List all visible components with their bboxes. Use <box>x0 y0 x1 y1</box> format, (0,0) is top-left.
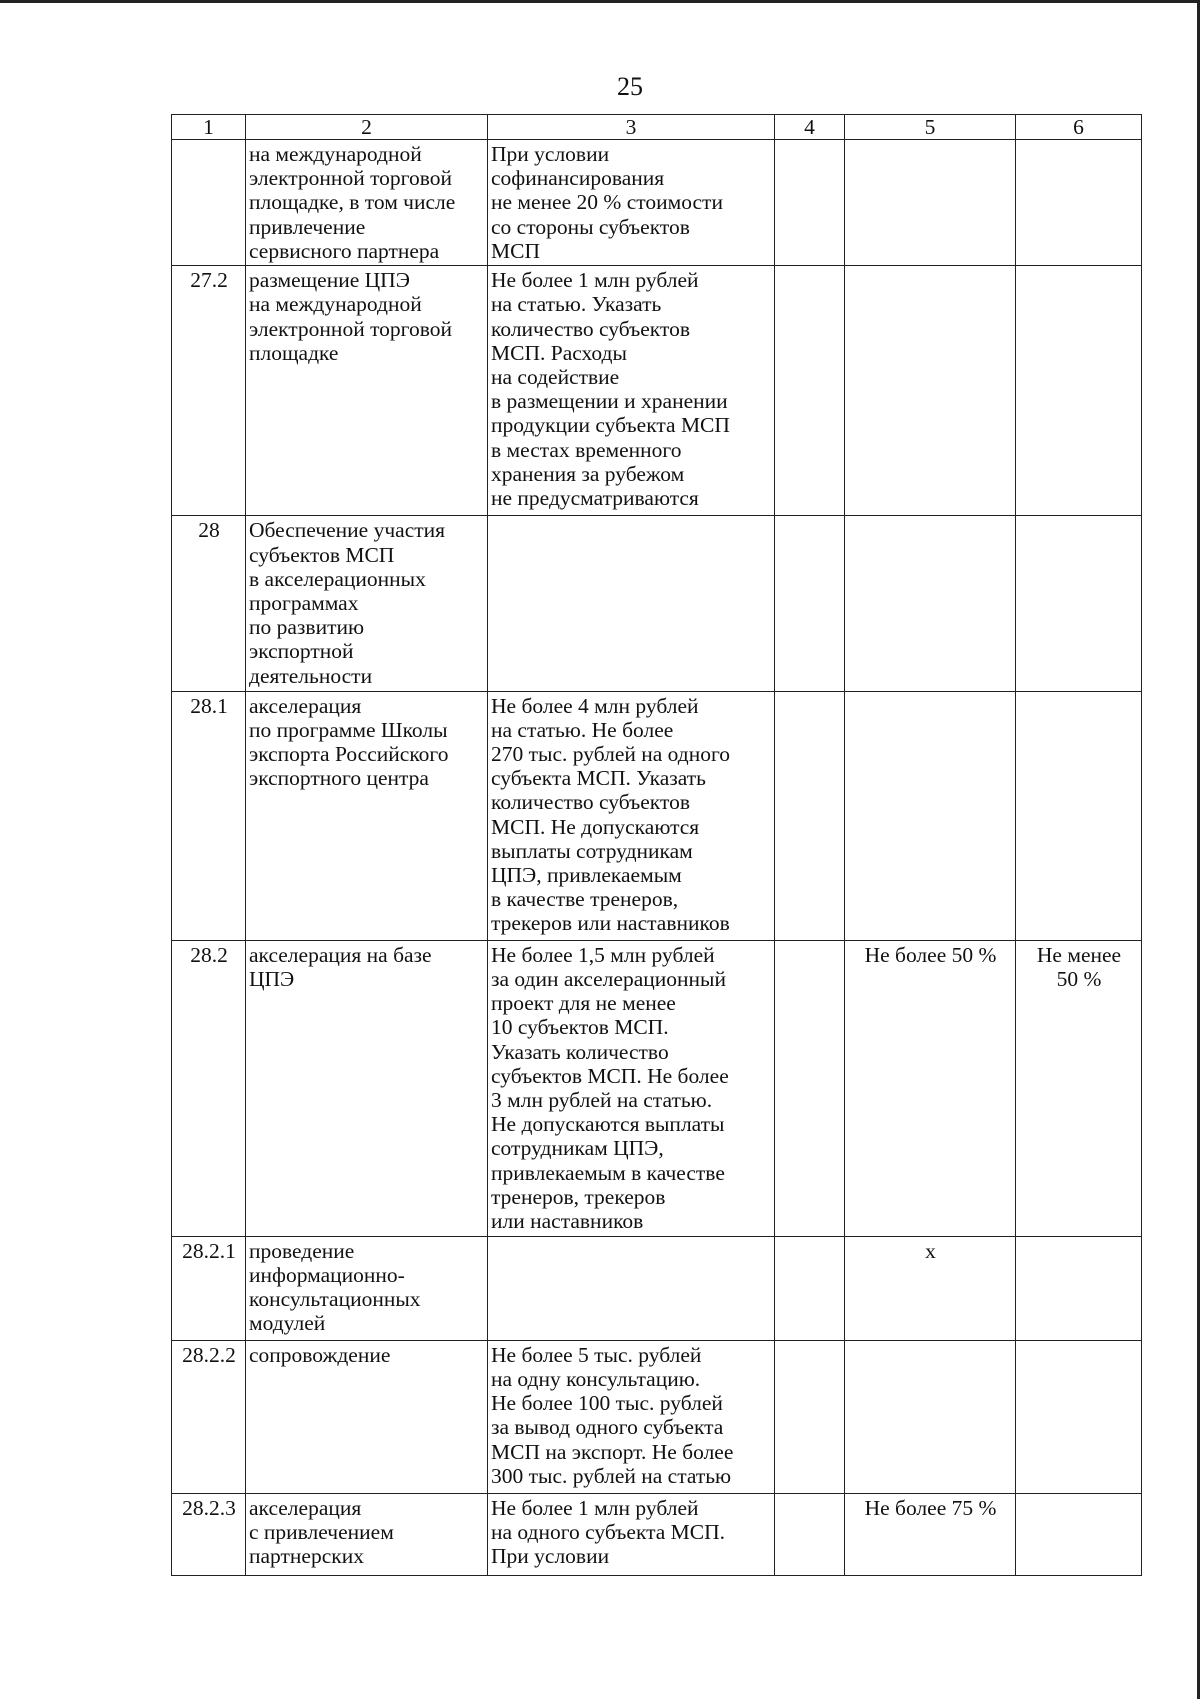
row-col6 <box>1016 691 1142 940</box>
row-col4 <box>775 691 845 940</box>
row-name: акселерация с привлечением партнерских <box>246 1493 488 1575</box>
row-conditions: При условии софинансирования не менее 20 % стоимости со стороны субъектов МСП <box>488 140 775 266</box>
table-row <box>172 1493 1142 1575</box>
row-number: 28 <box>172 516 246 691</box>
row-conditions: Не более 1 млн рублей на статью. Указать количество субъектов МСП. Расходы на содействие в размещении и хранении продукции субъекта МСП в местах временного хранения за рубежом не предусматриваются <box>488 266 775 516</box>
column-header: 6 <box>1016 115 1142 140</box>
row-name: на международной электронной торговой площадке, в том числе привлечение сервисного партнера <box>246 140 488 266</box>
row-conditions <box>488 516 775 691</box>
row-col6 <box>1016 1340 1142 1493</box>
row-col5: x <box>845 1236 1016 1340</box>
row-number: 28.1 <box>172 691 246 940</box>
row-number: 28.2.2 <box>172 1340 246 1493</box>
row-col5 <box>845 1340 1016 1493</box>
column-header: 3 <box>488 115 775 140</box>
table-row <box>172 516 1142 691</box>
row-col5 <box>845 266 1016 516</box>
row-col6: Не менее 50 % <box>1016 940 1142 1236</box>
row-number: 27.2 <box>172 266 246 516</box>
row-name: проведение информационно- консультационных модулей <box>246 1236 488 1340</box>
table-row <box>172 1236 1142 1340</box>
row-name: размещение ЦПЭ на международной электронной торговой площадке <box>246 266 488 516</box>
row-name: Обеспечение участия субъектов МСП в акселерационных программах по развитию экспортной деятельности <box>246 516 488 691</box>
row-col5: Не более 50 % <box>845 940 1016 1236</box>
column-header: 4 <box>775 115 845 140</box>
table-row <box>172 691 1142 940</box>
column-header: 2 <box>246 115 488 140</box>
row-conditions: Не более 1 млн рублей на одного субъекта МСП. При условии <box>488 1493 775 1575</box>
row-number: 28.2 <box>172 940 246 1236</box>
row-number: 28.2.1 <box>172 1236 246 1340</box>
row-name: сопровождение <box>246 1340 488 1493</box>
row-col4 <box>775 1493 845 1575</box>
row-col4 <box>775 266 845 516</box>
page-number: 25 <box>617 72 643 101</box>
row-col6 <box>1016 140 1142 266</box>
row-conditions <box>488 1236 775 1340</box>
table-row <box>172 266 1142 516</box>
table-row <box>172 140 1142 266</box>
row-col5 <box>845 691 1016 940</box>
column-header: 5 <box>845 115 1016 140</box>
row-col4 <box>775 940 845 1236</box>
row-col6 <box>1016 1236 1142 1340</box>
row-conditions: Не более 1,5 млн рублей за один акселерационный проект для не менее 10 субъектов МСП. Указать количество субъектов МСП. Не более 3 млн рублей на статью. Не допускаются выплаты сотрудникам ЦПЭ, привлекаемым в качестве тренеров, трекеров или наставников <box>488 940 775 1236</box>
row-col4 <box>775 516 845 691</box>
table-row <box>172 1340 1142 1493</box>
row-col5: Не более 75 % <box>845 1493 1016 1575</box>
scan-edge-top <box>0 0 1200 3</box>
column-header: 1 <box>172 115 246 140</box>
row-col6 <box>1016 516 1142 691</box>
row-col4 <box>775 1340 845 1493</box>
row-col6 <box>1016 1493 1142 1575</box>
row-col6 <box>1016 266 1142 516</box>
row-col5 <box>845 516 1016 691</box>
row-conditions: Не более 5 тыс. рублей на одну консультацию. Не более 100 тыс. рублей за вывод одного субъекта МСП на экспорт. Не более 300 тыс. рублей на статью <box>488 1340 775 1493</box>
row-number: 28.2.3 <box>172 1493 246 1575</box>
row-conditions: Не более 4 млн рублей на статью. Не более 270 тыс. рублей на одного субъекта МСП. Указать количество субъектов МСП. Не допускаются выплаты сотрудникам ЦПЭ, привлекаемым в качестве тренеров, трекеров или наставников <box>488 691 775 940</box>
row-col4 <box>775 1236 845 1340</box>
table-header-row <box>172 115 1142 140</box>
row-name: акселерация на базе ЦПЭ <box>246 940 488 1236</box>
table-row <box>172 940 1142 1236</box>
row-name: акселерация по программе Школы экспорта Российского экспортного центра <box>246 691 488 940</box>
document-table <box>171 114 1142 1576</box>
row-col5 <box>845 140 1016 266</box>
row-col4 <box>775 140 845 266</box>
row-number <box>172 140 246 266</box>
